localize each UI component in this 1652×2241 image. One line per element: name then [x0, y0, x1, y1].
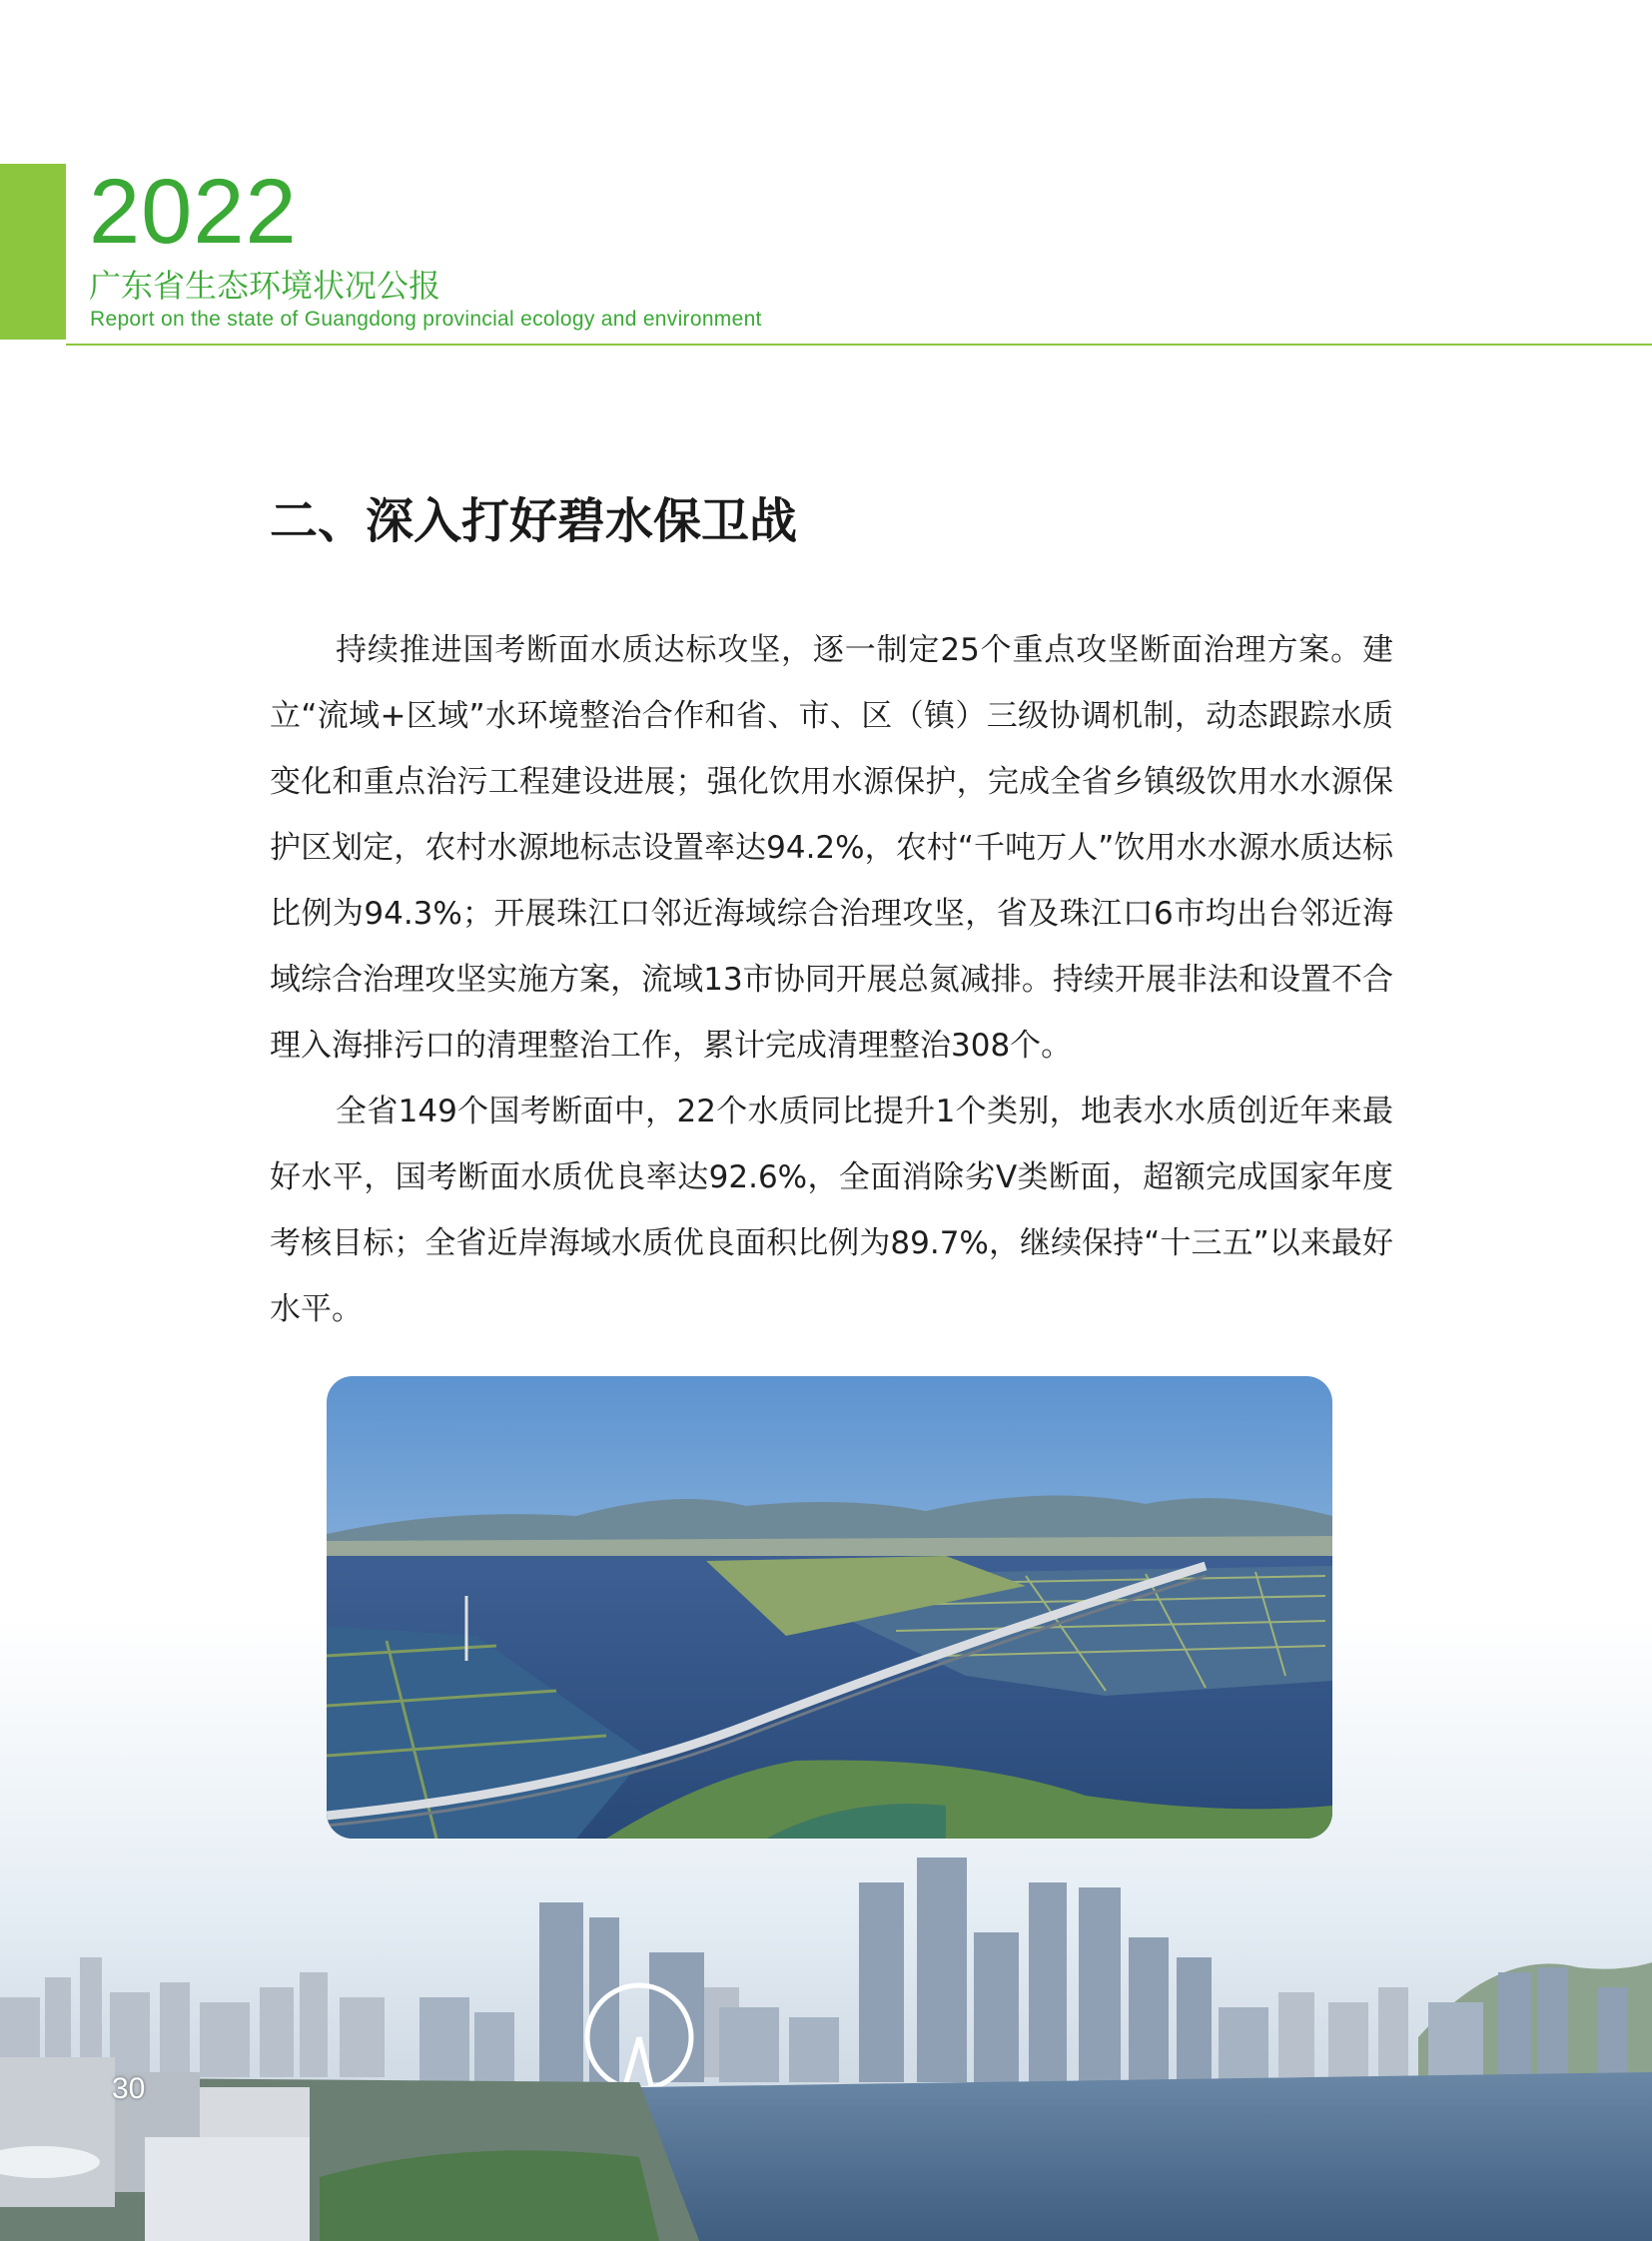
body-text [270, 617, 1393, 1342]
aerial-bridge-photo [327, 1376, 1332, 1839]
header-divider [66, 344, 1652, 346]
header-accent-bar [0, 164, 66, 340]
section-heading: 二、深入打好碧水保卫战 [270, 493, 798, 549]
paragraph-2: 全省149个国考断面中，22个水质同比提升1个类别，地表水水质创近年来最好水平，国考断面水质优良率达92.6%，全面消除劣Ⅴ类断面，超额完成国家年度考核目标；全省近岸海域水质优良面积比例为89.7%，继续保持“十三五”以来最好水平。 [270, 1094, 1393, 1327]
report-title-cn: 广东省生态环境状况公报 [89, 267, 441, 305]
report-title-en: Report on the state of Guangdong provincial ecology and environment [90, 308, 762, 331]
report-year: 2022 [89, 161, 298, 263]
page-number: 30 [112, 2072, 146, 2105]
paragraph-1: 持续推进国考断面水质达标攻坚，逐一制定25个重点攻坚断面治理方案。建立“流域+区域”水环境整治合作和省、市、区（镇）三级协调机制，动态跟踪水质变化和重点治污工程建设进展；强化饮用水源保护，完成全省乡镇级饮用水水源保护区划定，农村水源地标志设置率达94.2%，农村“千吨万人”饮用水水源水质达标比例为94.3%；开展珠江口邻近海域综合治理攻坚，省及珠江口6市均出台邻近海域综合治理攻坚实施方案，流域13市协同开展总氮减排。持续开展非法和设置不合理入海排污口的清理整治工作，累计完成清理整治308个。 [270, 632, 1393, 1064]
